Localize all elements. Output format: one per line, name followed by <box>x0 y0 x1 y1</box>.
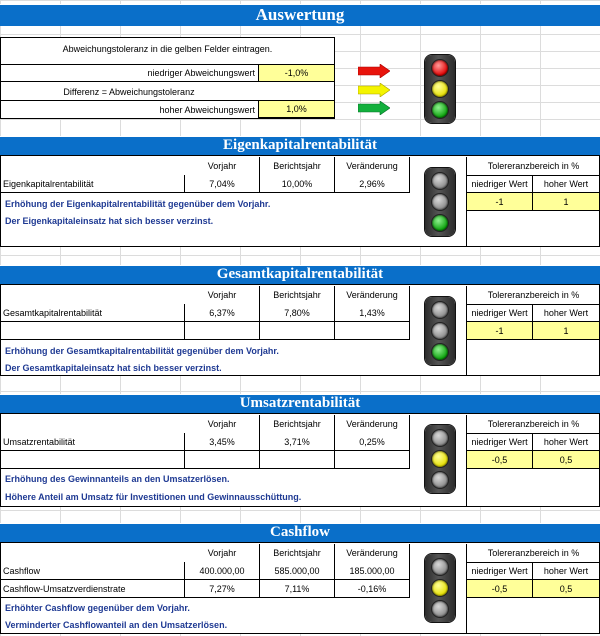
value-report: 7,80% <box>260 304 335 322</box>
empty-cell <box>335 451 410 469</box>
value-prev: 400.000,00 <box>185 562 260 580</box>
tolerance-low-input[interactable]: -0,5 <box>466 451 533 469</box>
section-gesamtkapital-header: Gesamtkapitalrentabilität <box>0 265 600 284</box>
result-message-2: Höhere Anteil am Umsatz für Investitionen und Gewinnausschüttung. <box>5 492 302 502</box>
tolerance-high-input[interactable]: 1 <box>533 322 600 340</box>
difference-label: Differenz = Abweichungstoleranz <box>63 87 195 97</box>
col-change-header: Veränderung <box>335 157 410 175</box>
tolerance-low-input[interactable]: -1 <box>466 322 533 340</box>
page-title: Auswertung <box>0 4 600 26</box>
col-report-header: Berichtsjahr <box>260 415 335 433</box>
result-message-1: Erhöhung der Gesamtkapitalrentabilität gegenüber dem Vorjahr. <box>5 346 279 356</box>
col-change-header: Veränderung <box>335 415 410 433</box>
tolerance-high-input[interactable]: 0,5 <box>533 451 600 469</box>
value-change: 185.000,00 <box>335 562 410 580</box>
value-prev: 7,27% <box>185 580 260 598</box>
tolerance-low-header: niedriger Wert <box>466 304 533 322</box>
lamp-off-icon <box>432 194 448 210</box>
tolerance-high-input[interactable]: 0,5 <box>533 580 600 598</box>
result-message-1: Erhöhter Cashflow gegenüber dem Vorjahr. <box>5 603 190 613</box>
green-lamp-icon <box>432 102 448 118</box>
value-prev: 7,04% <box>185 175 260 193</box>
tolerance-high-input[interactable]: 1 <box>533 193 600 211</box>
row-label: Gesamtkapitalrentabilität <box>0 304 185 322</box>
empty-cell <box>260 322 335 340</box>
value-report: 3,71% <box>260 433 335 451</box>
section-cashflow-header: Cashflow <box>0 523 600 542</box>
yellow-lamp-icon <box>432 580 448 596</box>
empty-cell <box>0 451 185 469</box>
row-label: Eigenkapitalrentabilität <box>0 175 185 193</box>
tolerance-high-header: hoher Wert <box>533 433 600 451</box>
lamp-off-icon <box>432 601 448 617</box>
low-deviation-label: niedriger Abweichungswert <box>0 64 258 82</box>
empty-cell <box>260 451 335 469</box>
high-deviation-input[interactable]: 1,0% <box>258 100 335 118</box>
lamp-off-icon <box>432 323 448 339</box>
lamp-off-icon <box>432 559 448 575</box>
umsatz-traffic-light-icon <box>425 425 455 493</box>
tolerance-low-header: niedriger Wert <box>466 562 533 580</box>
instruction-text: Abweichungstoleranz in die gelben Felder eintragen. <box>62 44 273 54</box>
row-label: Cashflow-Umsatzverdienstrate <box>0 580 185 598</box>
lamp-off-icon <box>432 430 448 446</box>
tolerance-low-input[interactable]: -1 <box>466 193 533 211</box>
tolerance-title: Tolereranzbereich in % <box>466 415 600 433</box>
value-prev: 6,37% <box>185 304 260 322</box>
yellow-arrow-icon <box>358 83 390 97</box>
empty-cell <box>185 451 260 469</box>
value-change: 0,25% <box>335 433 410 451</box>
tolerance-title: Tolereranzbereich in % <box>466 286 600 304</box>
lamp-off-icon <box>432 472 448 488</box>
col-change-header: Veränderung <box>335 286 410 304</box>
value-report: 10,00% <box>260 175 335 193</box>
value-prev: 3,45% <box>185 433 260 451</box>
tolerance-title: Tolereranzbereich in % <box>466 544 600 562</box>
green-arrow-icon <box>358 101 390 115</box>
section-umsatz-header: Umsatzrentabilität <box>0 394 600 413</box>
eigenkapital-traffic-light-icon <box>425 168 455 236</box>
green-lamp-icon <box>432 344 448 360</box>
divider <box>466 211 467 247</box>
value-report: 7,11% <box>260 580 335 598</box>
empty-cell <box>185 322 260 340</box>
value-change: -0,16% <box>335 580 410 598</box>
result-message-1: Erhöhung der Eigenkapitalrentabilität gegenüber dem Vorjahr. <box>5 199 271 209</box>
lamp-off-icon <box>432 173 448 189</box>
divider <box>466 598 467 634</box>
gesamtkapital-traffic-light-icon <box>425 297 455 365</box>
yellow-lamp-icon <box>432 81 448 97</box>
tolerance-high-header: hoher Wert <box>533 562 600 580</box>
value-report: 585.000,00 <box>260 562 335 580</box>
green-lamp-icon <box>432 215 448 231</box>
row-label: Umsatzrentabilität <box>0 433 185 451</box>
lamp-off-icon <box>432 302 448 318</box>
divider <box>466 340 467 376</box>
col-change-header: Veränderung <box>335 544 410 562</box>
value-change: 2,96% <box>335 175 410 193</box>
tolerance-low-input[interactable]: -0,5 <box>466 580 533 598</box>
legend-traffic-light-icon <box>425 55 455 123</box>
col-report-header: Berichtsjahr <box>260 286 335 304</box>
yellow-lamp-icon <box>432 451 448 467</box>
col-prev-header: Vorjahr <box>185 415 260 433</box>
section-eigenkapital-header: Eigenkapitalrentabilität <box>0 136 600 155</box>
high-deviation-label: hoher Abweichungswert <box>0 100 258 118</box>
col-prev-header: Vorjahr <box>185 157 260 175</box>
result-message-1: Erhöhung des Gewinnanteils an den Umsatzerlösen. <box>5 474 230 484</box>
divider <box>466 469 467 507</box>
col-report-header: Berichtsjahr <box>260 544 335 562</box>
result-message-2: Der Gesamtkapitaleinsatz hat sich besser verzinst. <box>5 363 222 373</box>
tolerance-low-header: niedriger Wert <box>466 175 533 193</box>
empty-cell <box>335 322 410 340</box>
result-message-2: Der Eigenkapitaleinsatz hat sich besser verzinst. <box>5 216 214 226</box>
row-label: Cashflow <box>0 562 185 580</box>
empty-cell <box>0 322 185 340</box>
tolerance-high-header: hoher Wert <box>533 175 600 193</box>
red-arrow-icon <box>358 64 390 78</box>
red-lamp-icon <box>432 60 448 76</box>
cashflow-traffic-light-icon <box>425 554 455 622</box>
tolerance-high-header: hoher Wert <box>533 304 600 322</box>
col-report-header: Berichtsjahr <box>260 157 335 175</box>
col-prev-header: Vorjahr <box>185 286 260 304</box>
value-change: 1,43% <box>335 304 410 322</box>
result-message-2: Verminderter Cashflowanteil an den Umsatzerlösen. <box>5 620 228 630</box>
col-prev-header: Vorjahr <box>185 544 260 562</box>
low-deviation-input[interactable]: -1,0% <box>258 64 335 82</box>
tolerance-title: Tolereranzbereich in % <box>466 157 600 175</box>
tolerance-low-header: niedriger Wert <box>466 433 533 451</box>
